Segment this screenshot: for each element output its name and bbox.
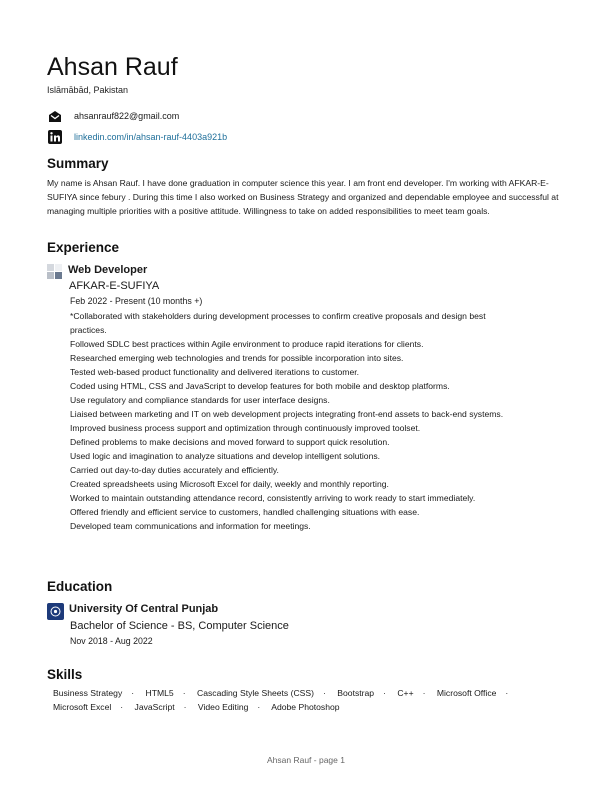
- company-logo-icon: [47, 264, 62, 279]
- email-row: [47, 108, 179, 124]
- skill-item: Business Strategy: [53, 688, 123, 698]
- experience-heading: Experience: [47, 240, 120, 255]
- candidate-location: Islāmābād, Pakistan: [47, 85, 129, 95]
- skill-separator: ·: [422, 688, 426, 698]
- education-heading: Education: [47, 579, 113, 594]
- skills-heading: Skills: [47, 667, 83, 682]
- skill-item: Microsoft Office: [436, 688, 497, 698]
- candidate-name: Ahsan Rauf: [47, 53, 178, 81]
- job-duty-item: Liaised between marketing and IT on web development projects integrating front-end assets to back-end systems.: [70, 409, 504, 419]
- job-dates: Feb 2022 - Present (10 months +): [70, 296, 203, 306]
- skill-separator: ·: [383, 688, 386, 698]
- education-dates: Nov 2018 - Aug 2022: [70, 636, 153, 646]
- job-duty-item: Followed SDLC best practices within Agile environment to produce rapid iterations for clients.: [70, 339, 424, 349]
- skill-separator: ·: [120, 702, 124, 712]
- linkedin-row: [47, 129, 227, 145]
- job-duties-list: [70, 309, 520, 533]
- summary-text: My name is Ahsan Rauf. I have done graduation in computer science this year. I am front end developer. I'm working with AFKAR-E-SUFIYA since febury . During this time I also worked on Business Strategy and organized and dependable employee and successful at managing multiple priorities with a positive attitude. Willingness to take on added responsibilities to meet team goals.: [47, 178, 559, 216]
- job-duty-item: Offered friendly and efficient service to customers, handled challenging situations with ease.: [70, 507, 420, 517]
- skill-separator: ·: [182, 688, 186, 698]
- skill-item: Bootstrap: [337, 688, 375, 698]
- job-company: AFKAR-E-SUFIYA: [69, 280, 160, 292]
- page-footer: Ahsan Rauf - page 1: [267, 755, 345, 765]
- job-duty-item: Researched emerging web technologies and trends for possible incorporation into sites.: [70, 353, 404, 363]
- skill-separator: ·: [257, 702, 261, 712]
- skills-list: [53, 686, 563, 714]
- job-duty-item: Developed team communications and information for meetings.: [70, 521, 311, 531]
- skill-item: Adobe Photoshop: [271, 702, 340, 712]
- job-duty-item: Worked to maintain outstanding attendance record, consistently arriving to work ready to start immediately.: [70, 493, 476, 503]
- job-duty-item: Created spreadsheets using Microsoft Excel for daily, weekly and monthly reporting.: [70, 479, 389, 489]
- job-title: Web Developer: [68, 264, 148, 276]
- university-logo-icon: [47, 603, 64, 620]
- job-duty-item: Improved business process support and optimization through continuously improved toolset.: [70, 423, 421, 433]
- skill-item: JavaScript: [134, 702, 175, 712]
- job-duty-item: *Collaborated with stakeholders during development processes to confirm creative proposals and design best practices.: [70, 311, 486, 335]
- skill-item: HTML5: [145, 688, 174, 698]
- job-duty-item: Coded using HTML, CSS and JavaScript to develop features for both mobile and desktop platforms.: [70, 381, 450, 391]
- school-name: University Of Central Punjab: [69, 603, 219, 615]
- skill-item: Cascading Style Sheets (CSS): [196, 688, 315, 698]
- degree: Bachelor of Science - BS, Computer Science: [70, 620, 289, 632]
- skill-item: Video Editing: [197, 702, 249, 712]
- skill-separator: ·: [183, 702, 187, 712]
- job-duty-item: Defined problems to make decisions and moved forward to support quick resolution.: [70, 437, 390, 447]
- job-duty-item: Use regulatory and compliance standards for user interface designs.: [70, 395, 330, 405]
- linkedin-link[interactable]: linkedin.com/in/ahsan-rauf-4403a921b: [74, 132, 228, 142]
- job-duty-item: Carried out day-to-day duties accurately and efficiently.: [70, 465, 279, 475]
- skill-item: Microsoft Excel: [53, 702, 112, 712]
- job-duty-item: Tested web-based product functionality and delivered iterations to customer.: [70, 367, 360, 377]
- email-icon: [47, 109, 62, 124]
- linkedin-icon: [47, 130, 62, 145]
- skill-item: C++: [397, 688, 414, 698]
- skill-separator: ·: [323, 688, 326, 698]
- summary-heading: Summary: [47, 156, 109, 171]
- email-text[interactable]: ahsanrauf822@gmail.com: [74, 111, 180, 121]
- skill-separator: ·: [505, 688, 509, 698]
- skill-separator: ·: [131, 688, 135, 698]
- job-duty-item: Used logic and imagination to analyze situations and develop intelligent solutions.: [70, 451, 381, 461]
